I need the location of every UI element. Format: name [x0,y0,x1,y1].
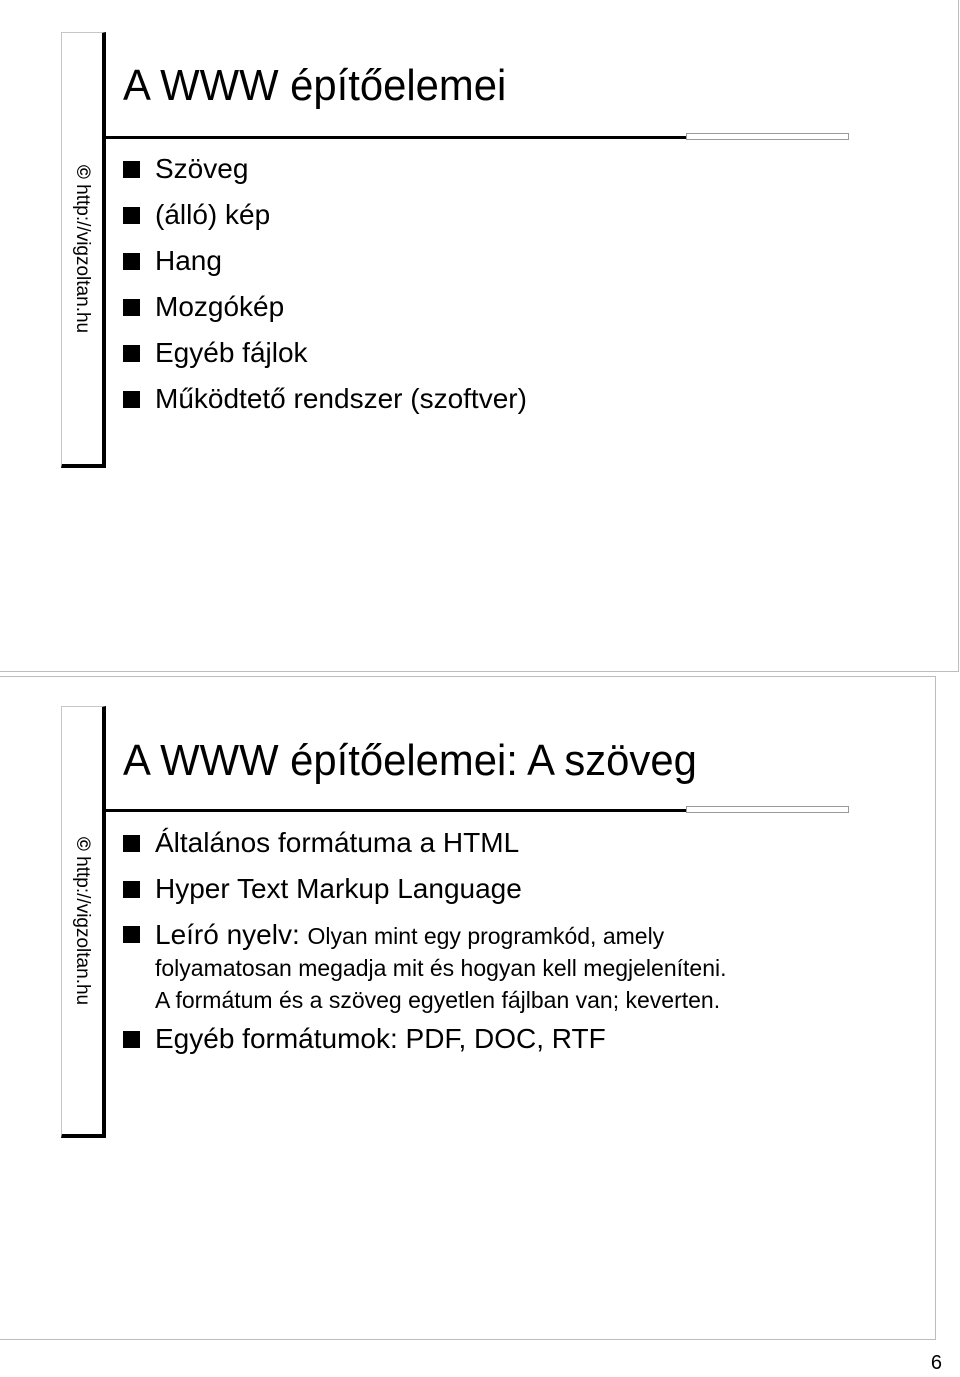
title-rule-box [686,133,849,140]
title-rule-box [686,806,849,813]
title-rule [104,809,686,812]
list-item [123,912,727,1016]
describer-line-1: Olyan mint egy programkód, amely [307,923,665,949]
list-item: (álló) kép [123,192,527,238]
square-bullet-icon [123,161,140,178]
square-bullet-icon [123,1031,140,1048]
square-bullet-icon [123,345,140,362]
list-item: Mozgókép [123,284,527,330]
sidebar-url: http://vigzoltan.hu [72,855,93,1005]
title-rule [104,136,686,139]
slide-1-sidebar-text [71,164,93,332]
describer-line-2: folyamatosan megadja mit és hogyan kell megjeleníteni. [155,955,727,981]
square-bullet-icon [123,299,140,316]
list-item: Hang [123,238,527,284]
slide-1-sidebar [61,32,106,468]
square-bullet-icon [123,207,140,224]
square-bullet-icon [123,881,140,898]
slide-1 [0,0,959,672]
slide-2-sidebar [61,706,106,1138]
square-bullet-icon [123,391,140,408]
list-item: Szöveg [123,146,527,192]
slide-1-title: A WWW építőelemei [123,61,507,110]
list-item: Egyéb fájlok [123,330,527,376]
slide-2-sidebar-text [71,836,93,1004]
list-item: Hyper Text Markup Language [123,866,727,912]
describer-line-3: A formátum és a szöveg egyetlen fájlban van; keverten. [155,987,721,1013]
square-bullet-icon [123,926,140,943]
slide-2-bullet-list [123,820,727,1062]
list-item: Működtető rendszer (szoftver) [123,376,527,422]
sidebar-url: http://vigzoltan.hu [72,183,93,333]
list-item: Egyéb formátumok: PDF, DOC, RTF [123,1016,727,1062]
describer-label: Leíró nyelv: [155,919,300,950]
square-bullet-icon [123,835,140,852]
square-bullet-icon [123,253,140,270]
slide-1-bullet-list [123,146,527,422]
list-item: Általános formátuma a HTML [123,820,727,866]
copyright-symbol: © [72,836,93,851]
copyright-symbol: © [72,164,93,179]
slide-2 [0,676,936,1340]
page-number: 6 [930,1352,942,1374]
slide-2-title: A WWW építőelemei: A szöveg [123,736,697,785]
